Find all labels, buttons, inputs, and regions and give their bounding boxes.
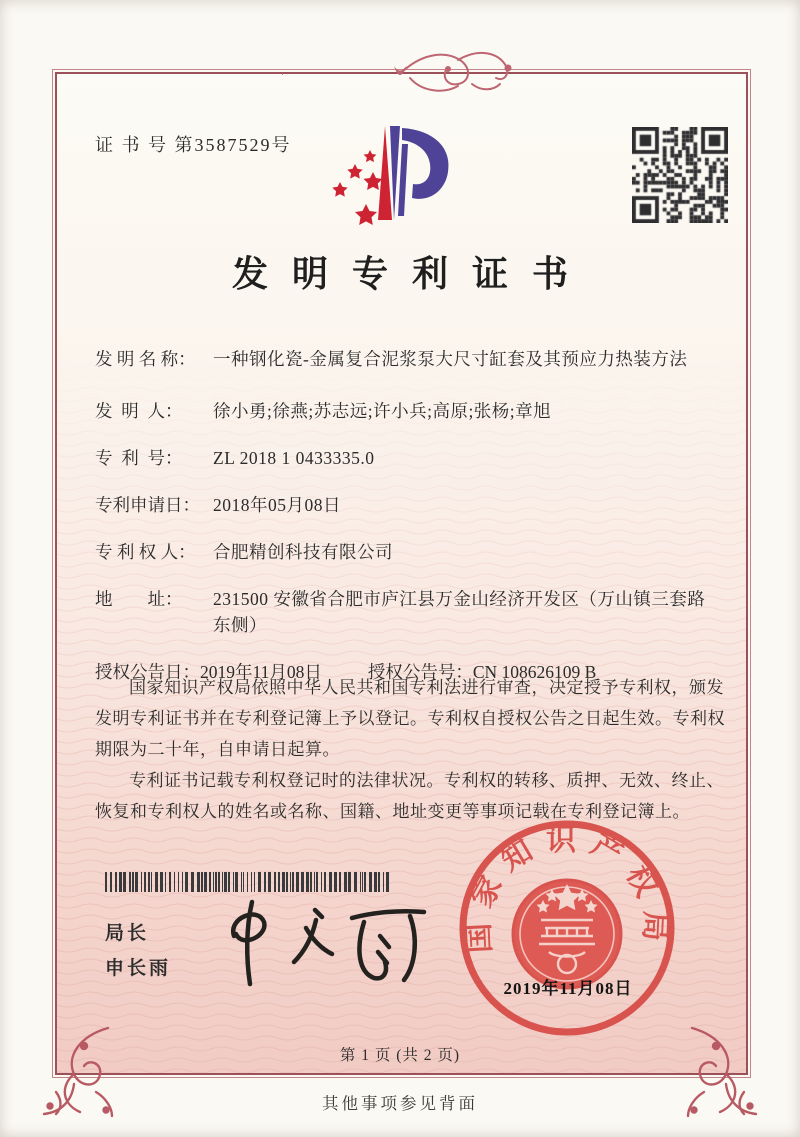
grant-number-label: 授权公告号： (367, 662, 473, 682)
seal-date: 2019年11月08日 (503, 979, 633, 998)
field-label: 专 利 权 人： (95, 542, 196, 562)
field-value: 合肥精创科技有限公司 (213, 542, 393, 562)
national-emblem-icon (513, 880, 621, 988)
field-invention-name (95, 346, 725, 372)
field-list (95, 346, 725, 706)
field-inventors (95, 398, 725, 424)
cnipa-logo (318, 120, 486, 234)
grant-date-label: 授权公告日： (95, 662, 200, 682)
page-number: 第 1 页 (共 2 页) (339, 1047, 461, 1064)
field-label: 地 址： (95, 589, 183, 609)
legal-text (95, 672, 740, 827)
field-label: 发 明 人： (95, 401, 183, 421)
field-value: 231500 安徽省合肥市庐江县万金山经济开发区（万山镇三套路东侧） (213, 589, 706, 635)
certificate-title: 发明专利证书 (231, 254, 592, 294)
handwritten-signature (212, 886, 442, 996)
grant-date-value: 2019年11月08日 (200, 662, 322, 682)
field-label: 专利申请日： (95, 495, 200, 515)
legal-paragraph: 国家知识产权局依照中华人民共和国专利法进行审查，决定授予专利权，颁发发明专利证书并在专利登记簿上予以登记。专利权自授权公告之日起生效。专利权期限为二十年，自申请日起算。 (95, 678, 725, 759)
signatory-name: 申长雨 (105, 958, 172, 979)
field-value: 一种钢化瓷-金属复合泥浆泵大尺寸缸套及其预应力热装方法 (213, 349, 688, 369)
field-address (95, 586, 725, 638)
seal-text: 国家知识产权局 (462, 824, 672, 954)
signatory-title: 局长 (105, 923, 150, 944)
certificate-number: 证 书 号 第3587529号 (95, 135, 292, 155)
field-value: 2018年05月08日 (213, 495, 341, 515)
qr-code (632, 127, 728, 223)
back-side-note: 其他事项参见背面 (322, 1094, 478, 1113)
signatory-block (105, 916, 171, 986)
grant-number-value: CN 108626109 B (472, 662, 597, 682)
field-label: 发 明 名 称： (95, 349, 196, 369)
field-filing-date (95, 492, 725, 518)
field-patent-number (95, 445, 725, 471)
legal-paragraph: 专利证书记载专利权登记时的法律状况。专利权的转移、质押、无效、终止、恢复和专利权人的姓名或名称、国籍、地址变更等事项记载在专利登记簿上。 (95, 771, 724, 821)
top-scroll-ornament (282, 44, 518, 100)
field-value: 徐小勇;徐燕;苏志远;许小兵;高原;张杨;章旭 (213, 401, 552, 421)
field-value: ZL 2018 1 0433335.0 (213, 448, 375, 468)
official-seal (455, 816, 679, 1040)
field-label: 专 利 号： (95, 448, 183, 468)
field-patentee (95, 539, 725, 565)
